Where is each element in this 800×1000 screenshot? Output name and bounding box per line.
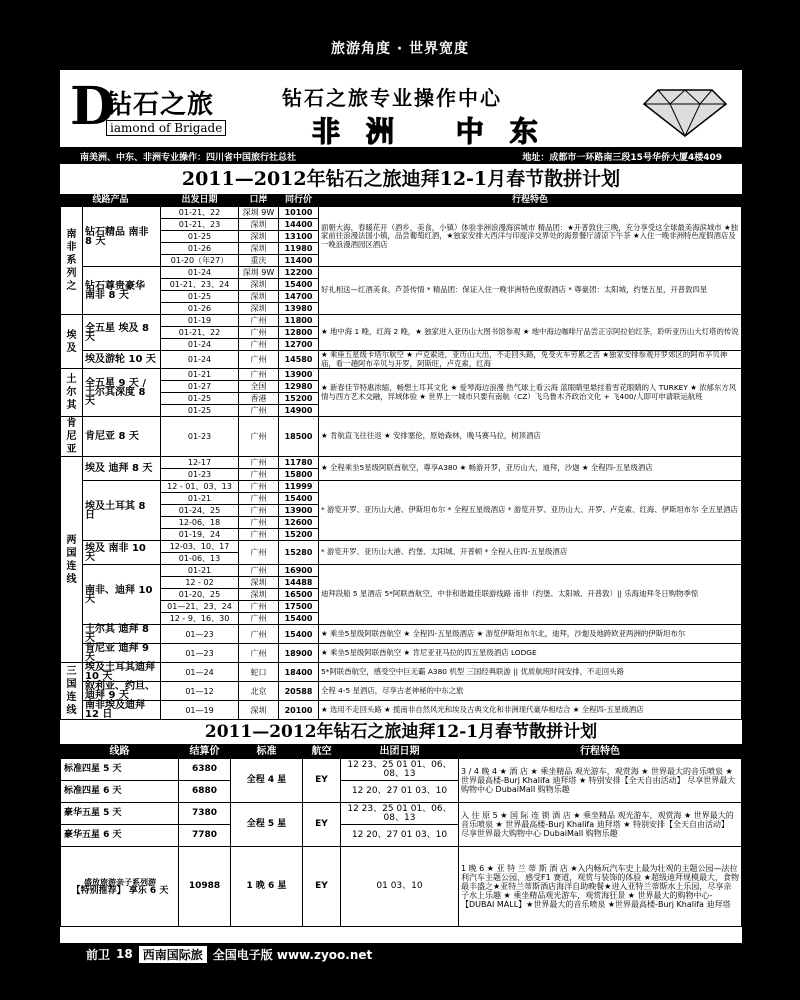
date-cell: 01-20（年27） xyxy=(161,255,239,267)
date-cell: 01-06、13 xyxy=(161,553,239,565)
standard-cell: 全程 5 星 xyxy=(231,803,303,847)
date-cell: 01-25 xyxy=(161,393,239,405)
table-row xyxy=(61,315,742,327)
price-cell: 14488 xyxy=(279,577,319,589)
advertisement-page xyxy=(60,70,742,943)
port-cell: 广州 xyxy=(239,625,279,644)
table-row xyxy=(61,682,742,701)
plan2-title: 2011—2012年钻石之旅迪拜12-1月春节散拼计划 xyxy=(204,722,598,743)
port-cell: 深圳 xyxy=(239,231,279,243)
table-row xyxy=(61,847,742,927)
product-cell: 土尔其 迪拜 8 天 xyxy=(83,625,161,644)
table-row xyxy=(61,625,742,644)
port-cell: 深圳 xyxy=(239,279,279,291)
date-cell: 12 - 9、16、30 xyxy=(161,613,239,625)
product-cell: 钻石尊贵豪华 南非 8 天 xyxy=(83,267,161,315)
price-cell: 10100 xyxy=(279,207,319,219)
port-cell: 广州 xyxy=(239,369,279,381)
col-date: 出发日期 xyxy=(161,195,239,207)
date-cell: 01-24 xyxy=(161,351,239,369)
date-cell: 01-25 xyxy=(161,291,239,303)
price-cell: 15400 xyxy=(279,493,319,505)
region-cell: 土尔其 xyxy=(61,369,83,417)
col-standard: 标准 xyxy=(231,745,303,759)
product-cell: 全五星 9 天 / 土尔其深度 8 天 xyxy=(83,369,161,417)
departure-cell: 12 23、25 01 01、06、08、13 xyxy=(341,759,459,781)
price-cell: 20100 xyxy=(279,701,319,720)
airline-cell: EY xyxy=(303,759,341,803)
date-cell: 01-19 xyxy=(161,315,239,327)
price-cell: 15800 xyxy=(279,469,319,481)
airline-cell: EY xyxy=(303,847,341,927)
port-cell: 广州 xyxy=(239,541,279,565)
price-cell: 15400 xyxy=(279,279,319,291)
center-title: 钻石之旅专业操作中心 xyxy=(282,86,502,110)
date-cell: 12 - 02 xyxy=(161,577,239,589)
date-cell: 01-21、22 xyxy=(161,327,239,339)
banner-slogan: 旅游角度 · 世界宽度 xyxy=(330,41,470,57)
region-cell: 三国连线 xyxy=(61,663,83,720)
price-cell: 13900 xyxy=(279,369,319,381)
port-cell: 广州 xyxy=(239,601,279,613)
price-cell: 20588 xyxy=(279,682,319,701)
standard-cell: 全程 4 星 xyxy=(231,759,303,803)
col-airline: 航空 xyxy=(303,745,341,759)
date-cell: 12-17 xyxy=(161,457,239,469)
product-cell: 埃及土耳其 8 日 xyxy=(83,481,161,541)
table-row xyxy=(61,701,742,720)
settle-price-cell: 6880 xyxy=(179,781,231,803)
feature-cell: 全程 4-5 星酒店，尽享古老神秘的中东之旅 xyxy=(319,682,742,701)
port-cell: 北京 xyxy=(239,682,279,701)
date-cell: 01-26 xyxy=(161,303,239,315)
line-name-cell: 豪华五星 6 天 xyxy=(61,825,179,847)
price-cell: 14580 xyxy=(279,351,319,369)
port-cell: 深圳 xyxy=(239,577,279,589)
port-cell: 深圳 9W xyxy=(239,207,279,219)
price-cell: 11400 xyxy=(279,255,319,267)
date-cell: 01—24 xyxy=(161,663,239,682)
feature-cell: ★ 新春佳节特惠浓缩，畅想土耳其文化 ★ 爱琴海边浪漫 热气球上看云海 蓝眼睛里悬挂着雪花眼睛的人 TURKEY ★ 浓郁东方风情与西方艺术交融，异域体验 ★ 世界上一城市只要有南航（CZ）飞乌鲁木齐政治文化 + 飞400/人即可申请联运航班 xyxy=(319,369,742,417)
logo-chinese: 钻石之旅 xyxy=(106,90,215,120)
date-cell: 01-20、25 xyxy=(161,589,239,601)
feature-cell: ★ 地中海 1 晚，红海 2 晚，★ 独家进入亚历山大图书馆参观 ★ 地中海边咖啡厅品尝正宗阿拉伯红茶，聆听亚历山大灯塔的传说 xyxy=(319,315,742,351)
plan1-title: 2011—2012年钻石之旅迪拜12-1月春节散拼计划 xyxy=(181,168,621,190)
date-cell: 01—21、23、24 xyxy=(161,601,239,613)
port-cell: 深圳 9W xyxy=(239,267,279,279)
table-row xyxy=(61,267,742,279)
departure-cell: 12 20、27 01 03、10 xyxy=(341,825,459,847)
port-cell: 深圳 xyxy=(239,303,279,315)
feature-cell: ★ 肯航直飞往往返 ★ 安排塞伦，原始森林，晚马赛马拉，树顶酒店 xyxy=(319,417,742,457)
table-row xyxy=(61,663,742,682)
col-port: 口岸 xyxy=(239,195,279,207)
col-price: 同行价 xyxy=(279,195,319,207)
date-cell: 01-19、24 xyxy=(161,529,239,541)
price-cell: 14900 xyxy=(279,405,319,417)
col-departure: 出团日期 xyxy=(341,745,459,759)
settle-price-cell: 7380 xyxy=(179,803,231,825)
table-row xyxy=(61,351,742,369)
product-cell: 钻石精品 南非 8 天 xyxy=(83,207,161,267)
price-cell: 12200 xyxy=(279,267,319,279)
price-cell: 15200 xyxy=(279,529,319,541)
feature-cell: * 游览开罗、亚历山大港、约堡、太阳城、开普顿 * 全程入住四-五星级酒店 xyxy=(319,541,742,565)
product-cell: 肯尼亚 8 天 xyxy=(83,417,161,457)
product-cell: 埃及 南非 10 天 xyxy=(83,541,161,565)
date-cell: 01-27 xyxy=(161,381,239,393)
price-cell: 11999 xyxy=(279,481,319,493)
port-cell: 深圳 xyxy=(239,243,279,255)
top-banner xyxy=(0,0,800,62)
port-cell: 广州 xyxy=(239,505,279,517)
date-cell: 01-24 xyxy=(161,339,239,351)
port-cell: 广州 xyxy=(239,529,279,541)
settle-price-cell: 10988 xyxy=(179,847,231,927)
date-cell: 01-24、25 xyxy=(161,505,239,517)
port-cell: 深圳 xyxy=(239,701,279,720)
departure-cell: 12 20、27 01 03、10 xyxy=(341,781,459,803)
price-cell: 15280 xyxy=(279,541,319,565)
table-row xyxy=(61,481,742,493)
feature-cell: 面朝大海，春暖花开（酒乡，美食，小镇）体验非洲浪漫海滨城市 精品团：★开普敦住三晚，充分享受这全球最美海滨城市 ★独家前往浪漫法国小镇，品尝葡萄红酒，★独家安排大西洋与印度洋交界处的海景餐厅清凉下午茶 ★入住一晚非洲特色度假酒店及一晚浪漫酒园区酒店 xyxy=(319,207,742,267)
logo-letter: D xyxy=(70,76,116,137)
price-cell: 11780 xyxy=(279,457,319,469)
date-cell: 01—12 xyxy=(161,682,239,701)
price-cell: 15200 xyxy=(279,393,319,405)
date-cell: 01-24 xyxy=(161,267,239,279)
port-cell: 广州 xyxy=(239,339,279,351)
product-cell: 埃及土耳其迪拜 10 天 xyxy=(83,663,161,682)
line-name-cell: 标准四星 5 天 xyxy=(61,759,179,781)
price-cell: 12800 xyxy=(279,327,319,339)
price-cell: 13980 xyxy=(279,303,319,315)
feature-cell: ★ 乘坐5星级阿联酋航空 ★ 肯尼亚亚马拉的四五星级酒店 LODGE xyxy=(319,644,742,663)
port-cell: 深圳 xyxy=(239,219,279,231)
price-cell: 12980 xyxy=(279,381,319,393)
dubai-tour-table xyxy=(60,744,742,927)
price-cell: 15400 xyxy=(279,613,319,625)
port-cell: 广州 xyxy=(239,405,279,417)
price-cell: 18500 xyxy=(279,417,319,457)
port-cell: 广州 xyxy=(239,351,279,369)
agency-line: 南美洲、中东、非洲专业操作：四川省中国旅行社总社 xyxy=(80,152,297,163)
price-cell: 14400 xyxy=(279,219,319,231)
date-cell: 12 - 01、03、13 xyxy=(161,481,239,493)
port-cell: 广州 xyxy=(239,457,279,469)
date-cell: 01-21 xyxy=(161,565,239,577)
feature2-cell: 1 晚 6 ★ 亚 特 兰 蒂 斯 酒 店 ★入内畅玩汽车史上最为壮观的主题公园—法拉利汽车主题公园，感受F1 赛道，观赏与装饰的体验 ★超级迪拜规模最大，食物最丰盛之★亚特兰蒂斯酒店海洋自助晚餐★进入亚特兰蒂斯水上乐园，尽享亲子水上乐趣 ★ 乘坐精品观光游车，观赏海狂景 ★ 世界最大的购物中心-【DUBAI MALL】★世界最大的音乐喷泉 ★世界最高楼-Burj Khalifa 迪拜塔 xyxy=(459,847,742,927)
product-cell: 南非埃及迪拜 12 日 xyxy=(83,701,161,720)
table-row xyxy=(61,457,742,469)
port-cell: 广州 xyxy=(239,613,279,625)
table-row xyxy=(61,803,742,825)
table-row xyxy=(61,565,742,577)
date-cell: 01-21 xyxy=(161,493,239,505)
date-cell: 12-06、18 xyxy=(161,517,239,529)
feature-cell: ★ 乘座五星级卡塔尔航空 ★ 卢克索进，亚历山大出，不走回头路，免受火车劳累之苦 ★独家安排参观开罗郊区的阿布辛贝神庙，看一趟阿布辛贝与开罗，阿斯旺，卢克索，红海 xyxy=(319,351,742,369)
address-line: 地址：成都市一环路南三段15号华侨大厦4楼409 xyxy=(522,152,722,163)
product-cell: 叙利亚、约旦、迪拜 9 天 xyxy=(83,682,161,701)
col-settle-price: 结算价 xyxy=(179,745,231,759)
feature-cell: 5*阿联酋航空，感受空中巨无霸 A380 机型 三国经典联游 || 优质航班时间安排，不走回头路 xyxy=(319,663,742,682)
col-line: 线路 xyxy=(61,745,179,759)
footer-edition: 全国电子版 www.zyoo.net xyxy=(212,947,373,962)
product-cell: 肯尼亚 迪拜 9 天 xyxy=(83,644,161,663)
page-footer xyxy=(86,944,372,964)
contact-strip xyxy=(60,148,742,164)
feature-cell: 迪拜段船 5 星酒店 5*阿联酋航空，中非和谐最佳联游线路 南非（约堡、太阳城、开普敦）|| 乐海迪拜冬日购物季惊 xyxy=(319,565,742,625)
price-cell: 14700 xyxy=(279,291,319,303)
table-row xyxy=(61,541,742,553)
col-route: 线路产品 xyxy=(61,195,161,207)
port-cell: 广州 xyxy=(239,493,279,505)
standard-cell: 1 晚 6 星 xyxy=(231,847,303,927)
port-cell: 广州 xyxy=(239,517,279,529)
price-cell: 18900 xyxy=(279,644,319,663)
feature-cell: ★ 全程乘坐5星级阿联酋航空，尊享A380 ★ 畅游开罗，亚历山大，迪拜，沙迦 ★ 全程四-五星级酒店 xyxy=(319,457,742,481)
date-cell: 01-25 xyxy=(161,405,239,417)
price-cell: 11800 xyxy=(279,315,319,327)
product-cell: 全五星 埃及 8 天 xyxy=(83,315,161,351)
group-tour-table xyxy=(60,194,742,720)
price-cell: 13900 xyxy=(279,505,319,517)
date-cell: 01-23 xyxy=(161,417,239,457)
port-cell: 广州 xyxy=(239,565,279,577)
col-feature: 行程特色 xyxy=(319,195,742,207)
feature-cell: ★ 乘坐5星级阿联酋航空 ★ 全程四-五星级酒店 ★ 游览伊斯坦布尔北，迪拜，沙迦及地跨欧亚两洲的伊斯坦布尔 xyxy=(319,625,742,644)
brand-logo xyxy=(70,76,270,137)
price-cell: 16900 xyxy=(279,565,319,577)
feature2-cell: 入 住 原 5 ★ 国 际 连 锁 酒 店 ★ 乘坐精品 观光游车，观赏海 ★ 世界最大的音乐喷泉 ★ 世界最高楼-Burj Khalifa 迪拜塔 ★ 特别安排【全天自由活动】 尽享世界最大购物中心 DubaiMall 购物乐趣 xyxy=(459,803,742,847)
date-cell: 01—23 xyxy=(161,644,239,663)
page-number: 18 xyxy=(116,947,133,961)
line-subtitle: 盛放旅游亲子系列游 xyxy=(84,877,156,887)
date-cell: 01-21、23 xyxy=(161,219,239,231)
date-cell: 01-21、23、24 xyxy=(161,279,239,291)
center-subtitle: 非洲 中东 xyxy=(312,115,564,148)
date-cell: 12-03、10、17 xyxy=(161,541,239,553)
port-cell: 广州 xyxy=(239,481,279,493)
date-cell: 01-26 xyxy=(161,243,239,255)
port-cell: 广州 xyxy=(239,417,279,457)
settle-price-cell: 7780 xyxy=(179,825,231,847)
region-cell: 两国连线 xyxy=(61,457,83,663)
feature2-cell: 3 / 4 晚 4 ★ 酒 店 ★ 乘坐精品 观光游车，观赏海 ★ 世界最大的音乐喷泉 ★ 世界最高楼-Burj Khalifa 迪拜塔 ★ 特别安排【全天自由活动】 尽享世界最大购物中心 DubaiMall 购物乐趣 xyxy=(459,759,742,803)
departure-cell: 01 03、10 xyxy=(341,847,459,927)
region-cell: 肯尼亚 xyxy=(61,417,83,457)
footer-box: 西南国际旅 xyxy=(139,946,207,963)
airline-cell: EY xyxy=(303,803,341,847)
port-cell: 香港 xyxy=(239,393,279,405)
date-cell: 01—23 xyxy=(161,625,239,644)
line-name-cell: 标准四星 6 天 xyxy=(61,781,179,803)
feature-cell: ★ 选用不走回头路 ★ 揽南非自然风光和埃及古典文化和非洲现代豪华相结合 ★ 全程四-五星级酒店 xyxy=(319,701,742,720)
port-cell: 深圳 xyxy=(239,291,279,303)
table-row xyxy=(61,207,742,219)
col-feature2: 行程特色 xyxy=(459,745,742,759)
table-row xyxy=(61,369,742,381)
product-cell: 南非、迪拜 10 天 xyxy=(83,565,161,625)
logo-english: iamond of Brigade xyxy=(106,120,226,136)
price-cell: 13100 xyxy=(279,231,319,243)
price-cell: 11980 xyxy=(279,243,319,255)
table-row xyxy=(61,759,742,781)
price-cell: 12700 xyxy=(279,339,319,351)
port-cell: 深圳 xyxy=(239,589,279,601)
line-name: 【特别推荐】 享乐 6 天 xyxy=(71,885,169,896)
price-cell: 17500 xyxy=(279,601,319,613)
date-cell: 01—19 xyxy=(161,701,239,720)
port-cell: 蛇口 xyxy=(239,663,279,682)
table-row xyxy=(61,417,742,457)
line-name-cell xyxy=(61,847,179,927)
page-header xyxy=(60,70,742,148)
port-cell: 重庆 xyxy=(239,255,279,267)
departure-cell: 12 23、25 01 01、06、08、13 xyxy=(341,803,459,825)
port-cell: 广州 xyxy=(239,644,279,663)
price-cell: 18400 xyxy=(279,663,319,682)
feature-cell: * 游览开罗、亚历山大港、伊斯坦布尔 * 全程五星级酒店 * 游览开罗、亚历山大、开罗、卢克索、红海、伊斯坦布尔 全五星酒店 xyxy=(319,481,742,541)
date-cell: 01-23 xyxy=(161,469,239,481)
price-cell: 12600 xyxy=(279,517,319,529)
footer-label: 前卫 xyxy=(86,947,111,962)
product-cell: 埃及游轮 10 天 xyxy=(83,351,161,369)
port-cell: 广州 xyxy=(239,315,279,327)
date-cell: 01-21 xyxy=(161,369,239,381)
product-cell: 埃及 迪拜 8 天 xyxy=(83,457,161,481)
price-cell: 16500 xyxy=(279,589,319,601)
feature-cell: 好礼相送—红酒美食、芦荟传情 * 精品团：保证入住一晚非洲特色度假酒店 * 尊豪团：太阳城，约堡五星，开普敦四星 xyxy=(319,267,742,315)
table-row xyxy=(61,644,742,663)
settle-price-cell: 6380 xyxy=(179,759,231,781)
date-cell: 01-21、22 xyxy=(161,207,239,219)
port-cell: 全国 xyxy=(239,381,279,393)
port-cell: 广州 xyxy=(239,327,279,339)
region-cell: 南非系列之 xyxy=(61,207,83,315)
region-cell: 埃及 xyxy=(61,315,83,369)
price-cell: 15400 xyxy=(279,625,319,644)
diamond-icon xyxy=(640,80,730,138)
port-cell: 广州 xyxy=(239,469,279,481)
date-cell: 01-25 xyxy=(161,231,239,243)
line-name-cell: 豪华五星 5 天 xyxy=(61,803,179,825)
